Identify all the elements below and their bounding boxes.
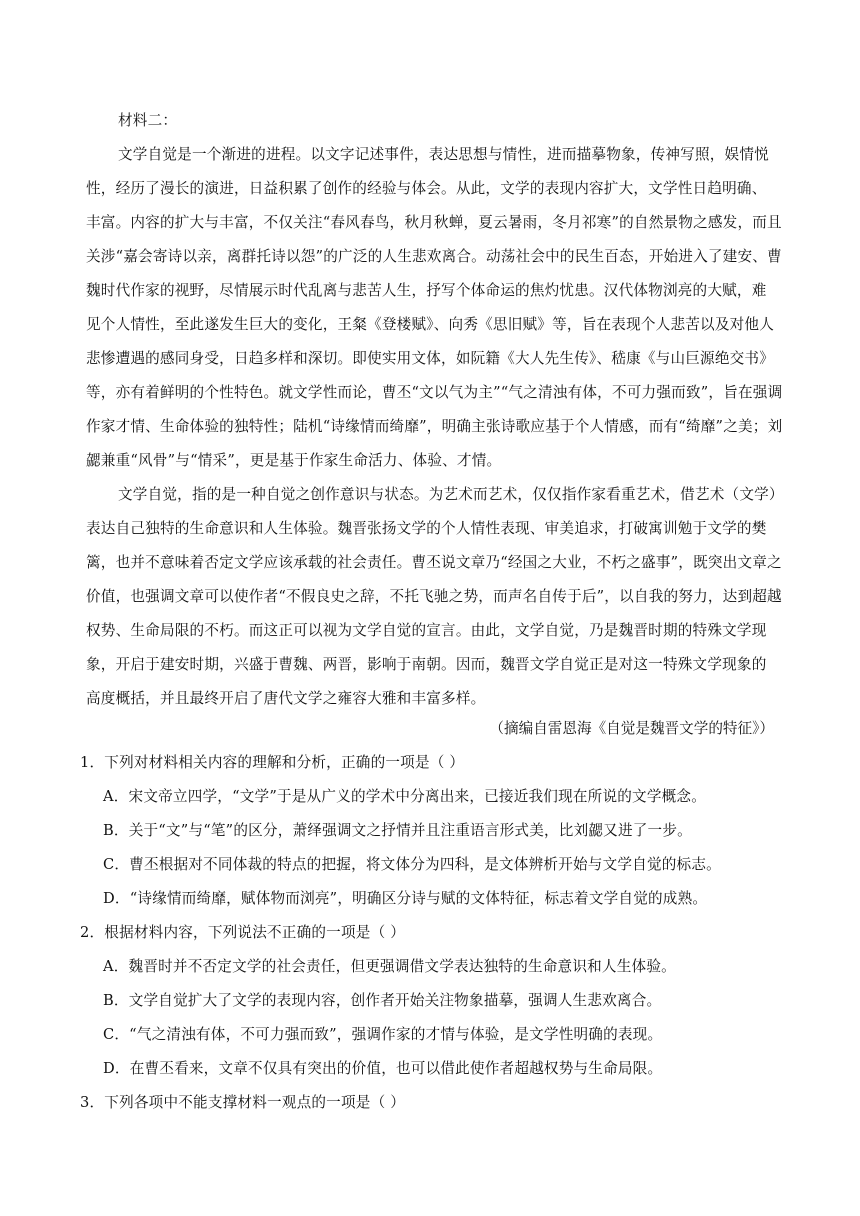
option-d: D．在曹丕看来，文章不仅具有突出的价值，也可以借此使作者超越权势与生命局限。 xyxy=(103,1060,663,1077)
source-citation: （摘编自雷恩海《自觉是魏晋文学的特征》） xyxy=(489,720,774,737)
paragraph-line: 权势、生命局限的不朽。而这正可以视为文学自觉的宣言。由此，文学自觉，乃是魏晋时期的特殊文学现 xyxy=(86,622,767,639)
option-b: B．关于“文”与“笔”的区分，萧绎强调文之抒情并且注重语言形式美，比刘勰又进了一步。 xyxy=(103,822,692,839)
paragraph-line: 篱，也并不意味着否定文学应该承载的社会责任。曹丕说文章乃“经国之大业，不朽之盛事”，既突出文章之 xyxy=(86,554,782,571)
option-a: A．宋文帝立四学，“文学”于是从广义的学术中分离出来，已接近我们现在所说的文学概念。 xyxy=(103,788,707,805)
paragraph-line: 作家才情、生命体验的独特性；陆机“诗缘情而绮靡”，明确主张诗歌应基于个人情感，而有“绮靡”之美；刘 xyxy=(86,418,783,435)
paragraph-line: 丰富。内容的扩大与丰富，不仅关注“春风春鸟，秋月秋蝉，夏云暑雨，冬月祁寒”的自然景物之感发，而且 xyxy=(86,214,782,231)
paragraph-line: 勰兼重“风骨”与“情采”，更是基于作家生命活力、体验、才情。 xyxy=(86,452,502,469)
question-stem: 1．下列对材料相关内容的理解和分析，正确的一项是（ ） xyxy=(80,754,465,771)
option-d: D．“诗缘情而绮靡，赋体物而浏亮”，明确区分诗与赋的文体特征，标志着文学自觉的成熟。 xyxy=(103,890,708,907)
paragraph-line: 魏时代作家的视野，尽情展示时代乱离与悲苦人生，抒写个体命运的焦灼忧患。汉代体物浏亮的大赋，难 xyxy=(86,282,767,299)
paragraph-line: 等，亦有着鲜明的个性特色。就文学性而论，曹丕“文以气为主”“气之清浊有体，不可力强而致”，旨在强调 xyxy=(86,384,783,401)
option-c: C．“气之清浊有体，不可力强而致”，强调作家的才情与体验，是文学性明确的表现。 xyxy=(103,1026,663,1043)
paragraph-line: 性，经历了漫长的演进，日益积累了创作的经验与体会。从此，文学的表现内容扩大，文学性日趋明确、 xyxy=(86,180,767,197)
paragraph-line: 象，开启于建安时期，兴盛于曹魏、两晋，影响于南朝。因而，魏晋文学自觉正是对这一特殊文学现象的 xyxy=(86,656,767,673)
paragraph-line: 高度概括，并且最终开启了唐代文学之雍容大雅和丰富多样。 xyxy=(86,690,486,707)
option-c: C．曹丕根据对不同体裁的特点的把握，将文体分为四科，是文体辨析开始与文学自觉的标志。 xyxy=(103,856,721,873)
option-b: B．文学自觉扩大了文学的表现内容，创作者开始关注物象描摹，强调人生悲欢离合。 xyxy=(103,992,662,1009)
option-a: A．魏晋时并不否定文学的社会责任，但更强调借文学表达独特的生命意识和人生体验。 xyxy=(103,958,676,975)
question-stem: 3．下列各项中不能支撑材料一观点的一项是（ ） xyxy=(80,1094,405,1111)
section-title: 材料二： xyxy=(118,112,178,129)
paragraph-line: 文学自觉，指的是一种自觉之创作意识与状态。为艺术而艺术，仅仅指作家看重艺术，借艺术（文学） xyxy=(118,486,784,503)
paragraph-line: 文学自觉是一个渐进的进程。以文字记述事件，表达思想与情性，进而描摹物象，传神写照，娱情悦 xyxy=(118,146,769,163)
paragraph-line: 悲惨遭遇的感同身受，日趋多样和深切。即使实用文体，如阮籍《大人先生传》、嵇康《与山巨源绝交书》 xyxy=(86,350,775,367)
paragraph-line: 见个人情性，至此遂发生巨大的变化，王粲《登楼赋》、向秀《思旧赋》等，旨在表现个人悲苦以及对他人 xyxy=(86,316,775,333)
paragraph-line: 价值，也强调文章可以使作者“不假良史之辞，不托飞驰之势，而声名自传于后”，以自我的努力，达到超越 xyxy=(86,588,782,605)
question-stem: 2．根据材料内容，下列说法不正确的一项是（ ） xyxy=(80,924,405,941)
paragraph-line: 关涉“嘉会寄诗以亲，离群托诗以怨”的广泛的人生悲欢离合。动荡社会中的民生百态，开始进入了建安、曹 xyxy=(86,248,782,265)
paragraph-line: 表达自己独特的生命意识和人生体验。魏晋张扬文学的个人情性表现、审美追求，打破寓训勉于文学的樊 xyxy=(86,520,767,537)
